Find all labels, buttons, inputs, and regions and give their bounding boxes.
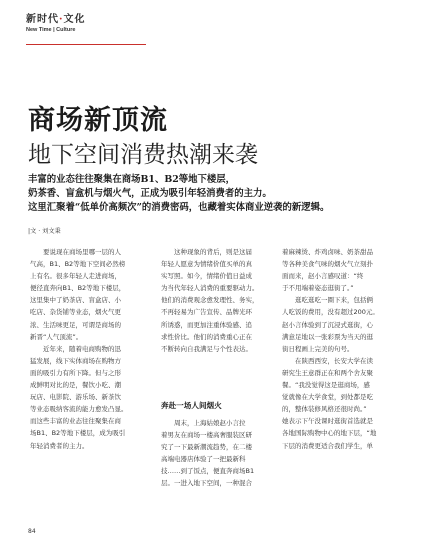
- header-section-en: New Time | Culture: [26, 27, 76, 33]
- body-line: 究了一下最新潮流趋势，在二楼: [161, 443, 252, 452]
- body-line: 猛发展，线下实体商场在购物方: [30, 356, 121, 365]
- body-line: 求性价比。他们的消费重心正在: [161, 332, 252, 341]
- article-title: 商场新顶流: [28, 105, 168, 136]
- body-line: 层。一进入地下空间，一种混合: [161, 479, 252, 488]
- lead-line: 这里汇聚着“低单价高频次”的消费密码，也藏着实体商业逆袭的新逻辑。: [28, 202, 330, 213]
- body-line: 高端电器店体验了一把最新科: [161, 455, 246, 464]
- body-line: 等业态吸纳客流的能力愈发凸显。: [30, 405, 128, 414]
- body-line: 实写照。如今，情绪价值日益成: [161, 272, 252, 281]
- body-line: 要说现在商场里哪一层的人: [43, 248, 121, 256]
- header-separator: ·: [59, 14, 64, 25]
- article-subtitle: 地下空间消费热潮来袭: [28, 142, 258, 168]
- body-line: 面的吸引力有所下降。但与之形: [30, 368, 121, 377]
- page-header: [26, 10, 85, 33]
- body-line: 的，整体装修风格还很时尚。”: [282, 405, 367, 414]
- body-line: 而这些丰富的业态往往聚集在商: [30, 417, 121, 426]
- body-line: 逛吃逛吃一圈下来，包括俩: [295, 296, 373, 305]
- page-number: 84: [28, 528, 36, 535]
- lead-line: 丰富的业态往往聚集在商场B1、B2等地下楼层，: [28, 174, 236, 185]
- body-line: 便径直奔向B1、B2等地下楼层，: [30, 284, 126, 293]
- body-line: 新晋“人气顶流”。: [30, 332, 83, 341]
- body-line: 人吃饭的费用，没有超过200元。: [282, 308, 379, 317]
- body-line: 下层的消费更适合我们学生，单: [282, 441, 373, 450]
- body-line: 年轻人愿意为情绪价值买单的真: [161, 260, 252, 269]
- article-lead: [28, 173, 329, 215]
- body-column-2: [161, 246, 259, 355]
- body-line: 近年来，随着电商购物的迅: [43, 344, 121, 353]
- body-line: 各地国际购物中心的地下层，“地: [282, 429, 377, 438]
- body-line: 她表示下午没课时逛街首选就是: [282, 417, 373, 426]
- body-line: 玩店、电影院、游乐场、新茶饮: [30, 393, 121, 402]
- body-line: 面而来，赵小言感叹道：“终: [282, 272, 364, 281]
- body-column-1: [30, 246, 128, 452]
- header-title: [26, 10, 85, 25]
- author-byline: |文 · 刘文秉: [28, 228, 61, 235]
- body-line: 满意足地以一张彩票为当天的逛: [282, 332, 373, 341]
- body-line: 等各种美食气味的烟火气立刻扑: [282, 260, 373, 269]
- body-line: 这种现象的背后，则是这届: [174, 248, 252, 256]
- body-line: 场B1、B2等地下楼层，成为吸引: [30, 429, 126, 438]
- header-column-cn: 文化: [63, 14, 86, 25]
- body-line: 所诱惑，而更加注重体验感、追: [161, 320, 252, 329]
- body-column-2-continued: [161, 417, 254, 490]
- body-line: 着麻辣烫、炸鸡卤味、奶茶甜品: [282, 248, 373, 256]
- section-heading: 奔赴一场人间烟火: [161, 401, 222, 410]
- body-line: 在陕西西安，长安大学在读: [295, 356, 373, 365]
- body-line: 着男友在商场一楼高奢服装区研: [161, 431, 252, 440]
- body-line: 于不用端着姿态逛街了。”: [282, 284, 354, 293]
- body-line: 研究生王意群正在和两个舍友聚: [282, 368, 373, 377]
- body-line: 餐。“我没觉得这是逛商场，感: [282, 381, 370, 390]
- body-line: 为当代年轻人消费的重要驱动力。: [161, 284, 259, 293]
- body-line: 吃店、杂货铺等业态，烟火气更: [30, 308, 121, 317]
- body-line: 赵小言体验到了沉浸式逛街，心: [282, 320, 373, 329]
- body-column-3: [282, 246, 379, 452]
- lead-line: 奶茶香、盲盒机与烟火气，正成为吸引年轻消费者的主力。: [28, 188, 272, 199]
- body-line: 浓、生活味更足，可谓是商场的: [30, 320, 121, 329]
- body-line: 他们的消费观念愈发理性、务实，: [161, 296, 259, 305]
- body-line: 成鲜明对比的是，餐饮小吃、潮: [30, 381, 121, 390]
- body-line: 觉就像在大学食堂，到处都是吃: [282, 393, 373, 402]
- body-line: 街日程画上完美的句号。: [282, 344, 354, 353]
- body-line: 不再轻易为广告宣传、品牌光环: [161, 308, 252, 317]
- body-line: 周末，上海姑娘赵小言拉: [174, 419, 246, 427]
- header-divider: [26, 44, 146, 45]
- body-line: 年轻消费者的主力。: [30, 441, 89, 450]
- body-line: 技……到了饭点，便直奔商场B1: [161, 467, 255, 476]
- header-section-cn: 新时代: [26, 14, 59, 25]
- body-line: 气高，B1、B2等地下空间必然榜: [30, 260, 126, 269]
- body-line: 上有名。很多年轻人走进商场，: [30, 272, 121, 281]
- body-line: 不断转向自我满足与个性表达。: [161, 344, 252, 353]
- body-line: 这里集中了奶茶店、盲盒店、小: [30, 296, 121, 305]
